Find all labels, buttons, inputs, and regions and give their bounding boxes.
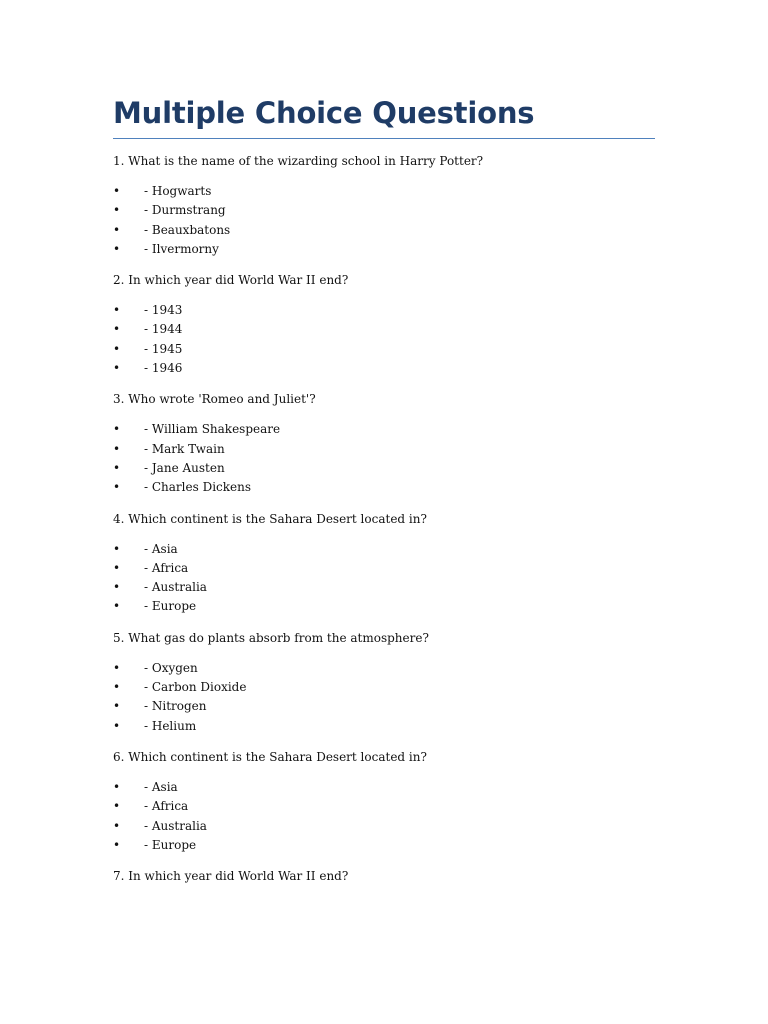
bullet-icon: •	[113, 599, 121, 614]
option-text: - Europe	[144, 599, 197, 614]
bullet-icon: •	[113, 818, 121, 833]
option-list	[113, 301, 655, 378]
option-text: - William Shakespeare	[144, 422, 281, 437]
option-item	[113, 697, 655, 716]
question-text: 1. What is the name of the wizarding school in Harry Potter?	[113, 154, 484, 168]
option-item	[113, 578, 655, 597]
bullet-icon: •	[113, 422, 121, 437]
question-block	[113, 748, 655, 855]
option-text: - 1946	[144, 361, 183, 376]
title-divider	[113, 138, 655, 139]
option-text: - Durmstrang	[144, 203, 226, 218]
option-text: - Helium	[144, 718, 197, 733]
option-text: - Asia	[144, 779, 178, 794]
option-item	[113, 559, 655, 578]
bullet-icon: •	[113, 699, 121, 714]
bullet-icon: •	[113, 322, 121, 337]
option-item	[113, 440, 655, 459]
option-item	[113, 221, 655, 240]
bullet-icon: •	[113, 680, 121, 695]
option-text: - Jane Austen	[144, 460, 225, 475]
option-item	[113, 182, 655, 201]
bullet-icon: •	[113, 203, 121, 218]
question-block	[113, 510, 655, 617]
option-item	[113, 359, 655, 378]
option-text: - Australia	[144, 818, 207, 833]
option-item	[113, 420, 655, 439]
option-item	[113, 717, 655, 736]
option-text: - Europe	[144, 837, 197, 852]
bullet-icon: •	[113, 222, 121, 237]
bullet-icon: •	[113, 560, 121, 575]
option-text: - Australia	[144, 580, 207, 595]
question-text: 3. Who wrote 'Romeo and Juliet'?	[113, 392, 316, 407]
option-item	[113, 597, 655, 616]
question-block	[113, 390, 655, 497]
question-block	[113, 629, 655, 736]
option-list	[113, 182, 655, 259]
option-item	[113, 478, 655, 497]
bullet-icon: •	[113, 341, 121, 356]
bullet-icon: •	[113, 480, 121, 495]
option-list	[113, 778, 655, 855]
document-title: Multiple Choice Questions	[113, 96, 535, 130]
question-text: 6. Which continent is the Sahara Desert located in?	[113, 749, 427, 764]
bullet-icon: •	[113, 441, 121, 456]
option-text: - Oxygen	[144, 660, 198, 675]
option-text: - Asia	[144, 541, 178, 556]
option-item	[113, 540, 655, 559]
bullet-icon: •	[113, 660, 121, 675]
option-text: - Beauxbatons	[144, 222, 231, 237]
option-text: - Africa	[144, 799, 189, 814]
option-text: - Charles Dickens	[144, 480, 252, 495]
question-text: 2. In which year did World War II end?	[113, 273, 349, 288]
option-item	[113, 778, 655, 797]
option-item	[113, 459, 655, 478]
option-text: - Africa	[144, 560, 189, 575]
bullet-icon: •	[113, 361, 121, 376]
bullet-icon: •	[113, 541, 121, 556]
option-list	[113, 659, 655, 736]
option-item	[113, 201, 655, 220]
question-block	[113, 867, 655, 886]
option-text: - 1944	[144, 322, 183, 337]
bullet-icon: •	[113, 580, 121, 595]
question-block	[113, 271, 655, 378]
option-text: - Mark Twain	[144, 441, 225, 456]
bullet-icon: •	[113, 799, 121, 814]
option-text: - Carbon Dioxide	[144, 680, 247, 695]
bullet-icon: •	[113, 460, 121, 475]
option-list	[113, 420, 655, 497]
option-text: - 1945	[144, 341, 183, 356]
bullet-icon: •	[113, 718, 121, 733]
option-item	[113, 320, 655, 339]
option-item	[113, 240, 655, 259]
bullet-icon: •	[113, 303, 121, 318]
bullet-icon: •	[113, 241, 121, 256]
bullet-icon: •	[113, 837, 121, 852]
option-item	[113, 817, 655, 836]
question-text: 4. Which continent is the Sahara Desert located in?	[113, 511, 427, 526]
option-item	[113, 659, 655, 678]
bullet-icon: •	[113, 184, 121, 198]
option-item	[113, 797, 655, 816]
option-text: - Ilvermorny	[144, 241, 219, 256]
question-block	[113, 152, 655, 259]
option-item	[113, 678, 655, 697]
document-page	[113, 94, 655, 886]
option-text: - Hogwarts	[144, 184, 212, 198]
question-text: 5. What gas do plants absorb from the atmosphere?	[113, 630, 429, 645]
option-item	[113, 836, 655, 855]
question-text: 7. In which year did World War II end?	[113, 869, 349, 884]
bullet-icon: •	[113, 779, 121, 794]
option-item	[113, 340, 655, 359]
option-item	[113, 301, 655, 320]
option-list	[113, 540, 655, 617]
option-text: - Nitrogen	[144, 699, 207, 714]
option-text: - 1943	[144, 303, 183, 318]
